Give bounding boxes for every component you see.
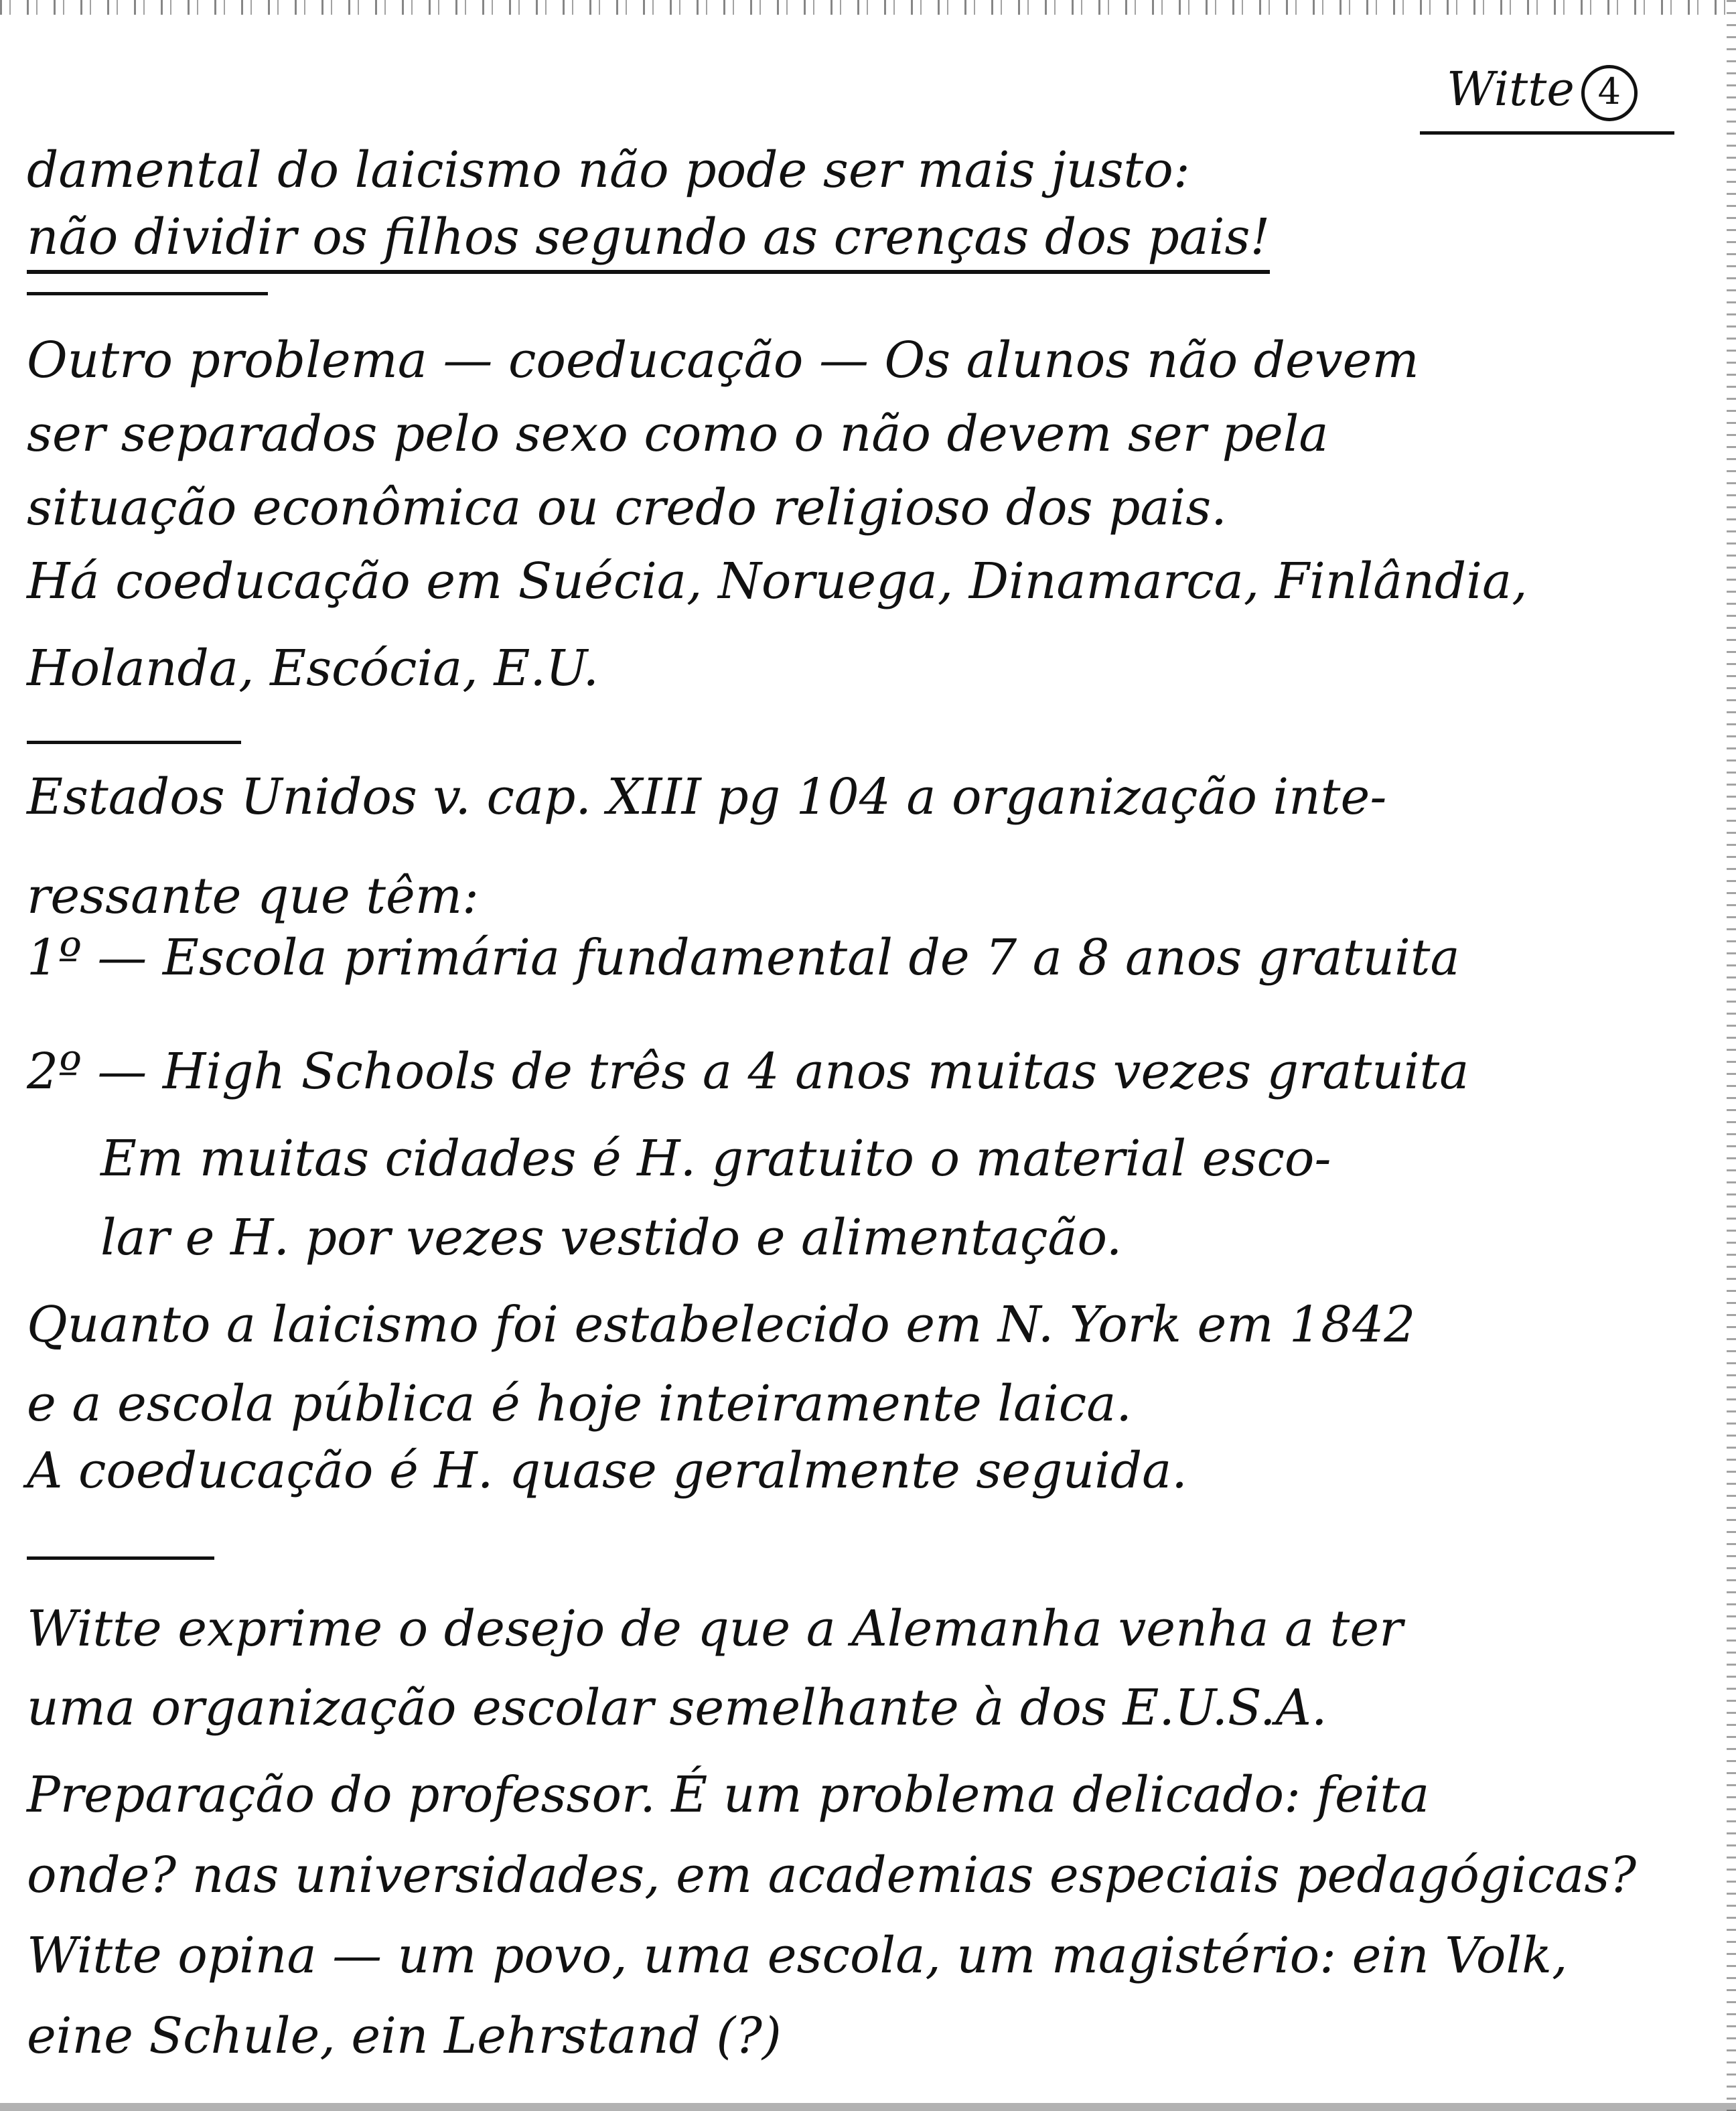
- page-number-circle: 4: [1581, 65, 1638, 121]
- text-line: A coeducação é H. quase geralmente seguida.: [27, 1442, 1187, 1500]
- text-line: lar e H. por vezes vestido e alimentação.: [100, 1209, 1123, 1266]
- header-name: Witte: [1447, 62, 1575, 117]
- text-line: 2º — High Schools de três a 4 anos muitas vezes gratuita: [27, 1043, 1469, 1100]
- text-line: Holanda, Escócia, E.U.: [27, 640, 599, 697]
- header-rule: [1420, 131, 1674, 135]
- text-line: ser separados pelo sexo como o não devem ser pela: [27, 405, 1329, 463]
- text-line: damental do laicismo não pode ser mais justo:: [27, 141, 1190, 199]
- text-line: Witte exprime o desejo de que a Alemanha venha a ter: [27, 1600, 1403, 1658]
- section-divider: [27, 741, 241, 744]
- text-line: Witte opina — um povo, uma escola, um magistério: ein Volk,: [27, 1927, 1568, 1984]
- section-divider: [27, 1556, 214, 1560]
- text-line: Quanto a laicismo foi estabelecido em N. York em 1842: [27, 1296, 1416, 1354]
- text-line: uma organização escolar semelhante à dos E.U.S.A.: [27, 1679, 1327, 1737]
- section-divider: [27, 292, 268, 295]
- text-line: Estados Unidos v. cap. XIII pg 104 a organização inte-: [27, 768, 1387, 826]
- text-line: Preparação do professor. É um problema delicado: feita: [27, 1766, 1430, 1824]
- scan-edge-right: [1727, 0, 1736, 2111]
- text-line: 1º — Escola primária fundamental de 7 a 8 anos gratuita: [27, 929, 1460, 987]
- page-header: [1447, 62, 1638, 121]
- text-line: e a escola pública é hoje inteiramente laica.: [27, 1375, 1132, 1433]
- scan-edge-bottom: [0, 2103, 1736, 2111]
- text-line: não dividir os filhos segundo as crenças dos pais!: [27, 210, 1701, 265]
- text-line: situação econômica ou credo religioso dos pais.: [27, 479, 1227, 536]
- text-line: Em muitas cidades é H. gratuito o material esco-: [100, 1130, 1331, 1187]
- text-line: eine Schule, ein Lehrstand (?): [27, 2007, 782, 2065]
- text-line: Outro problema — coeducação — Os alunos não devem: [27, 332, 1419, 389]
- text-line: onde? nas universidades, em academias especiais pedagógicas?: [27, 1846, 1637, 1904]
- scan-edge-top: [0, 0, 1736, 15]
- text-line: Há coeducação em Suécia, Noruega, Dinamarca, Finlândia,: [27, 553, 1528, 610]
- text-line: ressante que têm:: [27, 867, 479, 925]
